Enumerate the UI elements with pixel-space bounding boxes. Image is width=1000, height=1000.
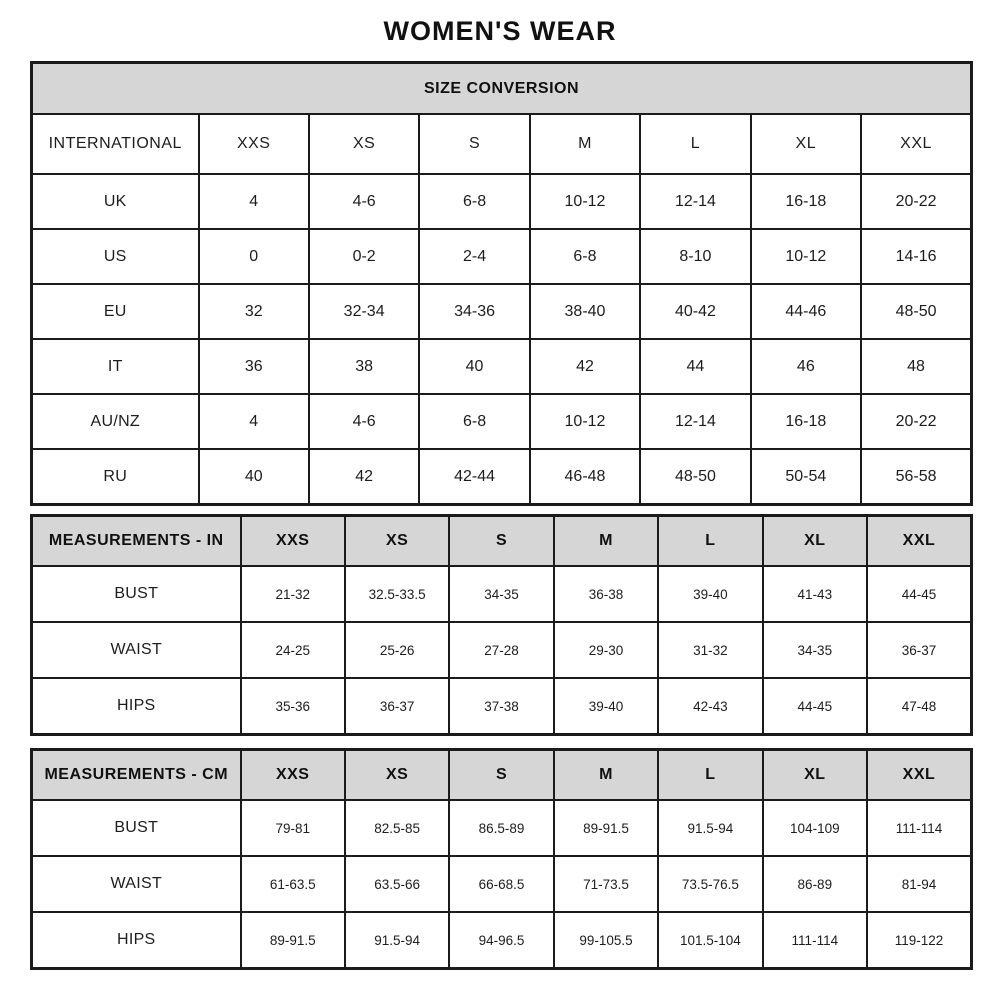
value-cell: 31-32: [658, 622, 762, 678]
value-cell: 101.5-104: [658, 912, 762, 969]
table-row: [32, 856, 972, 912]
value-cell: 73.5-76.5: [658, 856, 762, 912]
value-cell: 119-122: [867, 912, 971, 969]
size-header-cell: XXL: [867, 516, 971, 567]
table-row: [32, 449, 972, 505]
value-cell: 40-42: [640, 284, 750, 339]
size-header-cell: XXL: [861, 114, 972, 174]
size-header-cell: XL: [763, 516, 867, 567]
row-label-cell: WAIST: [32, 856, 241, 912]
size-header-cell: XL: [751, 114, 861, 174]
value-cell: 12-14: [640, 394, 750, 449]
value-cell: 10-12: [530, 174, 640, 229]
size-header-cell: S: [449, 750, 553, 801]
value-cell: 14-16: [861, 229, 972, 284]
value-cell: 44-45: [867, 566, 971, 622]
size-header-cell: M: [554, 750, 658, 801]
table-title: SIZE CONVERSION: [32, 63, 972, 115]
corner-header-cell: INTERNATIONAL: [32, 114, 199, 174]
table-row: [32, 912, 972, 969]
value-cell: 40: [419, 339, 529, 394]
size-header-cell: XL: [763, 750, 867, 801]
value-cell: 79-81: [241, 800, 345, 856]
row-label-cell: BUST: [32, 800, 241, 856]
value-cell: 20-22: [861, 174, 972, 229]
size-header-cell: M: [530, 114, 640, 174]
row-label-cell: EU: [32, 284, 199, 339]
value-cell: 89-91.5: [241, 912, 345, 969]
value-cell: 16-18: [751, 174, 861, 229]
table-row: [32, 800, 972, 856]
size-header-cell: XXS: [241, 750, 345, 801]
corner-header-cell: MEASUREMENTS - IN: [32, 516, 241, 567]
value-cell: 89-91.5: [554, 800, 658, 856]
size-header-cell: S: [419, 114, 529, 174]
size-header-cell: M: [554, 516, 658, 567]
value-cell: 34-35: [449, 566, 553, 622]
tables-container: [30, 61, 970, 970]
size-header-cell: XS: [345, 516, 449, 567]
value-cell: 10-12: [530, 394, 640, 449]
measurements-cm-table: [30, 748, 973, 970]
value-cell: 36: [199, 339, 309, 394]
value-cell: 37-38: [449, 678, 553, 735]
corner-header-cell: MEASUREMENTS - CM: [32, 750, 241, 801]
value-cell: 32.5-33.5: [345, 566, 449, 622]
size-header-cell: XS: [345, 750, 449, 801]
value-cell: 56-58: [861, 449, 972, 505]
value-cell: 39-40: [658, 566, 762, 622]
table-row: [32, 622, 972, 678]
value-cell: 2-4: [419, 229, 529, 284]
value-cell: 91.5-94: [345, 912, 449, 969]
value-cell: 39-40: [554, 678, 658, 735]
row-label-cell: HIPS: [32, 678, 241, 735]
value-cell: 41-43: [763, 566, 867, 622]
measurements-in-table: [30, 514, 973, 736]
row-label-cell: RU: [32, 449, 199, 505]
row-label-cell: BUST: [32, 566, 241, 622]
value-cell: 99-105.5: [554, 912, 658, 969]
value-cell: 4-6: [309, 174, 419, 229]
size-header-cell: XXS: [241, 516, 345, 567]
value-cell: 29-30: [554, 622, 658, 678]
value-cell: 61-63.5: [241, 856, 345, 912]
size-header-cell: XXL: [867, 750, 971, 801]
value-cell: 4: [199, 174, 309, 229]
table-row: [32, 678, 972, 735]
value-cell: 46: [751, 339, 861, 394]
value-cell: 36-38: [554, 566, 658, 622]
size-header-cell: S: [449, 516, 553, 567]
value-cell: 38: [309, 339, 419, 394]
value-cell: 0-2: [309, 229, 419, 284]
size-conversion-table: [30, 61, 973, 506]
value-cell: 6-8: [530, 229, 640, 284]
value-cell: 66-68.5: [449, 856, 553, 912]
value-cell: 35-36: [241, 678, 345, 735]
value-cell: 36-37: [867, 622, 971, 678]
value-cell: 86.5-89: [449, 800, 553, 856]
value-cell: 94-96.5: [449, 912, 553, 969]
value-cell: 50-54: [751, 449, 861, 505]
table-spacer: [30, 506, 970, 514]
value-cell: 6-8: [419, 174, 529, 229]
table-row: [32, 339, 972, 394]
value-cell: 81-94: [867, 856, 971, 912]
table-row: [32, 284, 972, 339]
value-cell: 111-114: [763, 912, 867, 969]
value-cell: 40: [199, 449, 309, 505]
value-cell: 38-40: [530, 284, 640, 339]
row-label-cell: AU/NZ: [32, 394, 199, 449]
value-cell: 71-73.5: [554, 856, 658, 912]
value-cell: 6-8: [419, 394, 529, 449]
value-cell: 20-22: [861, 394, 972, 449]
row-label-cell: WAIST: [32, 622, 241, 678]
row-label-cell: UK: [32, 174, 199, 229]
value-cell: 111-114: [867, 800, 971, 856]
value-cell: 44-45: [763, 678, 867, 735]
value-cell: 25-26: [345, 622, 449, 678]
value-cell: 8-10: [640, 229, 750, 284]
table-row: [32, 566, 972, 622]
value-cell: 82.5-85: [345, 800, 449, 856]
size-header-cell: L: [640, 114, 750, 174]
value-cell: 12-14: [640, 174, 750, 229]
value-cell: 47-48: [867, 678, 971, 735]
value-cell: 24-25: [241, 622, 345, 678]
value-cell: 48-50: [640, 449, 750, 505]
value-cell: 32-34: [309, 284, 419, 339]
size-header-cell: XXS: [199, 114, 309, 174]
size-header-cell: XS: [309, 114, 419, 174]
value-cell: 48-50: [861, 284, 972, 339]
value-cell: 48: [861, 339, 972, 394]
row-label-cell: IT: [32, 339, 199, 394]
value-cell: 46-48: [530, 449, 640, 505]
value-cell: 42-43: [658, 678, 762, 735]
value-cell: 16-18: [751, 394, 861, 449]
value-cell: 36-37: [345, 678, 449, 735]
value-cell: 34-35: [763, 622, 867, 678]
value-cell: 86-89: [763, 856, 867, 912]
table-row: [32, 229, 972, 284]
value-cell: 63.5-66: [345, 856, 449, 912]
value-cell: 27-28: [449, 622, 553, 678]
table-spacer: [30, 736, 970, 748]
value-cell: 21-32: [241, 566, 345, 622]
value-cell: 42: [530, 339, 640, 394]
value-cell: 44: [640, 339, 750, 394]
table-row: [32, 174, 972, 229]
page-title: WOMEN'S WEAR: [383, 16, 617, 46]
size-header-cell: L: [658, 516, 762, 567]
value-cell: 42: [309, 449, 419, 505]
row-label-cell: HIPS: [32, 912, 241, 969]
value-cell: 44-46: [751, 284, 861, 339]
value-cell: 42-44: [419, 449, 529, 505]
value-cell: 32: [199, 284, 309, 339]
table-row: [32, 394, 972, 449]
value-cell: 104-109: [763, 800, 867, 856]
row-label-cell: US: [32, 229, 199, 284]
value-cell: 4: [199, 394, 309, 449]
value-cell: 4-6: [309, 394, 419, 449]
value-cell: 91.5-94: [658, 800, 762, 856]
value-cell: 0: [199, 229, 309, 284]
value-cell: 10-12: [751, 229, 861, 284]
value-cell: 34-36: [419, 284, 529, 339]
size-header-cell: L: [658, 750, 762, 801]
